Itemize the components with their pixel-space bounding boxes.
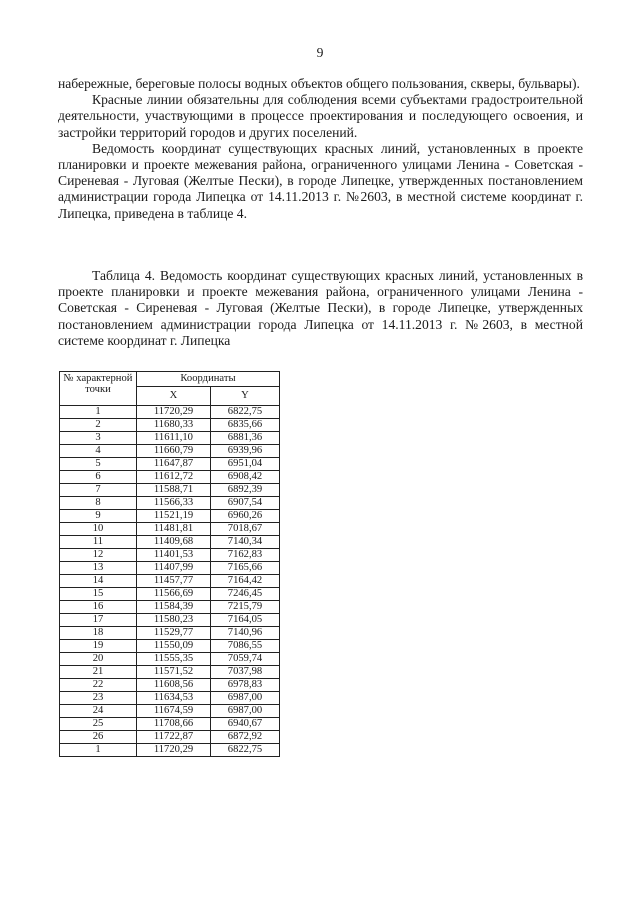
cell-x: 11584,39 — [137, 601, 211, 614]
cell-x: 11580,23 — [137, 614, 211, 627]
body-text — [58, 76, 583, 222]
cell-x: 11566,33 — [137, 497, 211, 510]
cell-point-number: 1 — [60, 744, 137, 757]
cell-point-number: 8 — [60, 497, 137, 510]
cell-y: 7140,96 — [211, 627, 280, 640]
cell-x: 11566,69 — [137, 588, 211, 601]
cell-point-number: 13 — [60, 562, 137, 575]
table-row — [60, 718, 280, 731]
cell-x: 11401,53 — [137, 549, 211, 562]
cell-y: 6987,00 — [211, 692, 280, 705]
cell-x: 11680,33 — [137, 419, 211, 432]
cell-x: 11457,77 — [137, 575, 211, 588]
cell-point-number: 9 — [60, 510, 137, 523]
table-row — [60, 731, 280, 744]
cell-point-number: 15 — [60, 588, 137, 601]
cell-y: 7164,42 — [211, 575, 280, 588]
page-number: 9 — [316, 45, 324, 60]
cell-point-number: 10 — [60, 523, 137, 536]
cell-x: 11481,81 — [137, 523, 211, 536]
cell-point-number: 20 — [60, 653, 137, 666]
paragraph-1: набережные, береговые полосы водных объектов общего пользования, скверы, бульвары). — [58, 76, 580, 91]
cell-y: 6822,75 — [211, 744, 280, 757]
table-body — [60, 406, 280, 757]
table-row — [60, 679, 280, 692]
cell-point-number: 5 — [60, 458, 137, 471]
cell-x: 11611,10 — [137, 432, 211, 445]
cell-y: 6908,42 — [211, 471, 280, 484]
paragraph-2: Красные линии обязательны для соблюдения всеми субъектами градостроительной деятельности, участвующими в процессе проектирования и последующего освоения, и застройки территорий городов и других поселений. — [58, 92, 583, 140]
cell-x: 11647,87 — [137, 458, 211, 471]
cell-y: 7037,98 — [211, 666, 280, 679]
cell-x: 11612,72 — [137, 471, 211, 484]
table-row — [60, 406, 280, 419]
table-row — [60, 653, 280, 666]
table-row — [60, 419, 280, 432]
cell-y: 6881,36 — [211, 432, 280, 445]
cell-y: 7086,55 — [211, 640, 280, 653]
cell-point-number: 3 — [60, 432, 137, 445]
cell-y: 6960,26 — [211, 510, 280, 523]
table-row — [60, 445, 280, 458]
table-row — [60, 458, 280, 471]
cell-y: 6822,75 — [211, 406, 280, 419]
cell-point-number: 1 — [60, 406, 137, 419]
table-row — [60, 744, 280, 757]
header-coordinates: Координаты — [137, 372, 280, 387]
cell-y: 6892,39 — [211, 484, 280, 497]
cell-point-number: 24 — [60, 705, 137, 718]
table-row — [60, 523, 280, 536]
table-row — [60, 640, 280, 653]
cell-x: 11720,29 — [137, 406, 211, 419]
cell-point-number: 17 — [60, 614, 137, 627]
cell-x: 11722,87 — [137, 731, 211, 744]
cell-x: 11407,99 — [137, 562, 211, 575]
cell-y: 7164,05 — [211, 614, 280, 627]
cell-y: 7059,74 — [211, 653, 280, 666]
table-caption-text: Таблица 4. Ведомость координат существующих красных линий, установленных в проекте планировки и проекте межевания района, ограниченного улицами Ленина - Советская - Сиреневая - Луговая (Желтые Пески), в городе Липецке, утвержденных постановлением администрации города Липецка от 14.11.2013 г. №2603, в местной системе координат г. Липецка — [58, 268, 583, 348]
cell-x: 11571,52 — [137, 666, 211, 679]
cell-x: 11634,53 — [137, 692, 211, 705]
table-row — [60, 614, 280, 627]
cell-x: 11550,09 — [137, 640, 211, 653]
cell-point-number: 11 — [60, 536, 137, 549]
cell-x: 11588,71 — [137, 484, 211, 497]
cell-point-number: 23 — [60, 692, 137, 705]
table-row — [60, 692, 280, 705]
table-row — [60, 510, 280, 523]
cell-x: 11521,19 — [137, 510, 211, 523]
cell-y: 7246,45 — [211, 588, 280, 601]
cell-point-number: 4 — [60, 445, 137, 458]
cell-y: 6978,83 — [211, 679, 280, 692]
table-row — [60, 536, 280, 549]
cell-point-number: 21 — [60, 666, 137, 679]
cell-point-number: 12 — [60, 549, 137, 562]
table-row — [60, 588, 280, 601]
paragraph-3: Ведомость координат существующих красных линий, установленных в проекте планировки и проекте межевания района, ограниченного улицами Ленина - Советская - Сиреневая - Луговая (Желтые Пески), в городе Липецке, утвержденных постановлением администрации города Липецка от 14.11.2013 г. №2603, в местной системе координат г. Липецка, приведена в таблице 4. — [58, 140, 583, 221]
cell-point-number: 18 — [60, 627, 137, 640]
cell-point-number: 19 — [60, 640, 137, 653]
cell-point-number: 6 — [60, 471, 137, 484]
table-row — [60, 497, 280, 510]
header-x: X — [137, 387, 211, 406]
cell-x: 11555,35 — [137, 653, 211, 666]
cell-point-number: 14 — [60, 575, 137, 588]
cell-y: 6940,67 — [211, 718, 280, 731]
cell-x: 11708,66 — [137, 718, 211, 731]
table-row — [60, 705, 280, 718]
table-row — [60, 627, 280, 640]
cell-x: 11720,29 — [137, 744, 211, 757]
cell-point-number: 25 — [60, 718, 137, 731]
cell-y: 7018,67 — [211, 523, 280, 536]
cell-point-number: 22 — [60, 679, 137, 692]
table-row — [60, 484, 280, 497]
table-row — [60, 575, 280, 588]
table-row — [60, 549, 280, 562]
header-y: Y — [211, 387, 280, 406]
table-caption — [58, 268, 583, 349]
cell-y: 6872,92 — [211, 731, 280, 744]
cell-y: 6951,04 — [211, 458, 280, 471]
header-point-number: № характерной точки — [60, 372, 137, 406]
cell-x: 11409,68 — [137, 536, 211, 549]
cell-y: 7165,66 — [211, 562, 280, 575]
table-row — [60, 601, 280, 614]
cell-y: 7215,79 — [211, 601, 280, 614]
cell-y: 6907,54 — [211, 497, 280, 510]
cell-y: 7140,34 — [211, 536, 280, 549]
cell-y: 7162,83 — [211, 549, 280, 562]
table-row — [60, 562, 280, 575]
cell-point-number: 26 — [60, 731, 137, 744]
cell-y: 6939,96 — [211, 445, 280, 458]
table-row — [60, 666, 280, 679]
cell-point-number: 2 — [60, 419, 137, 432]
cell-point-number: 16 — [60, 601, 137, 614]
cell-x: 11608,56 — [137, 679, 211, 692]
table-row — [60, 432, 280, 445]
coordinates-table — [59, 371, 280, 757]
cell-x: 11529,77 — [137, 627, 211, 640]
cell-point-number: 7 — [60, 484, 137, 497]
cell-y: 6835,66 — [211, 419, 280, 432]
cell-y: 6987,00 — [211, 705, 280, 718]
cell-x: 11660,79 — [137, 445, 211, 458]
cell-x: 11674,59 — [137, 705, 211, 718]
table-row — [60, 471, 280, 484]
